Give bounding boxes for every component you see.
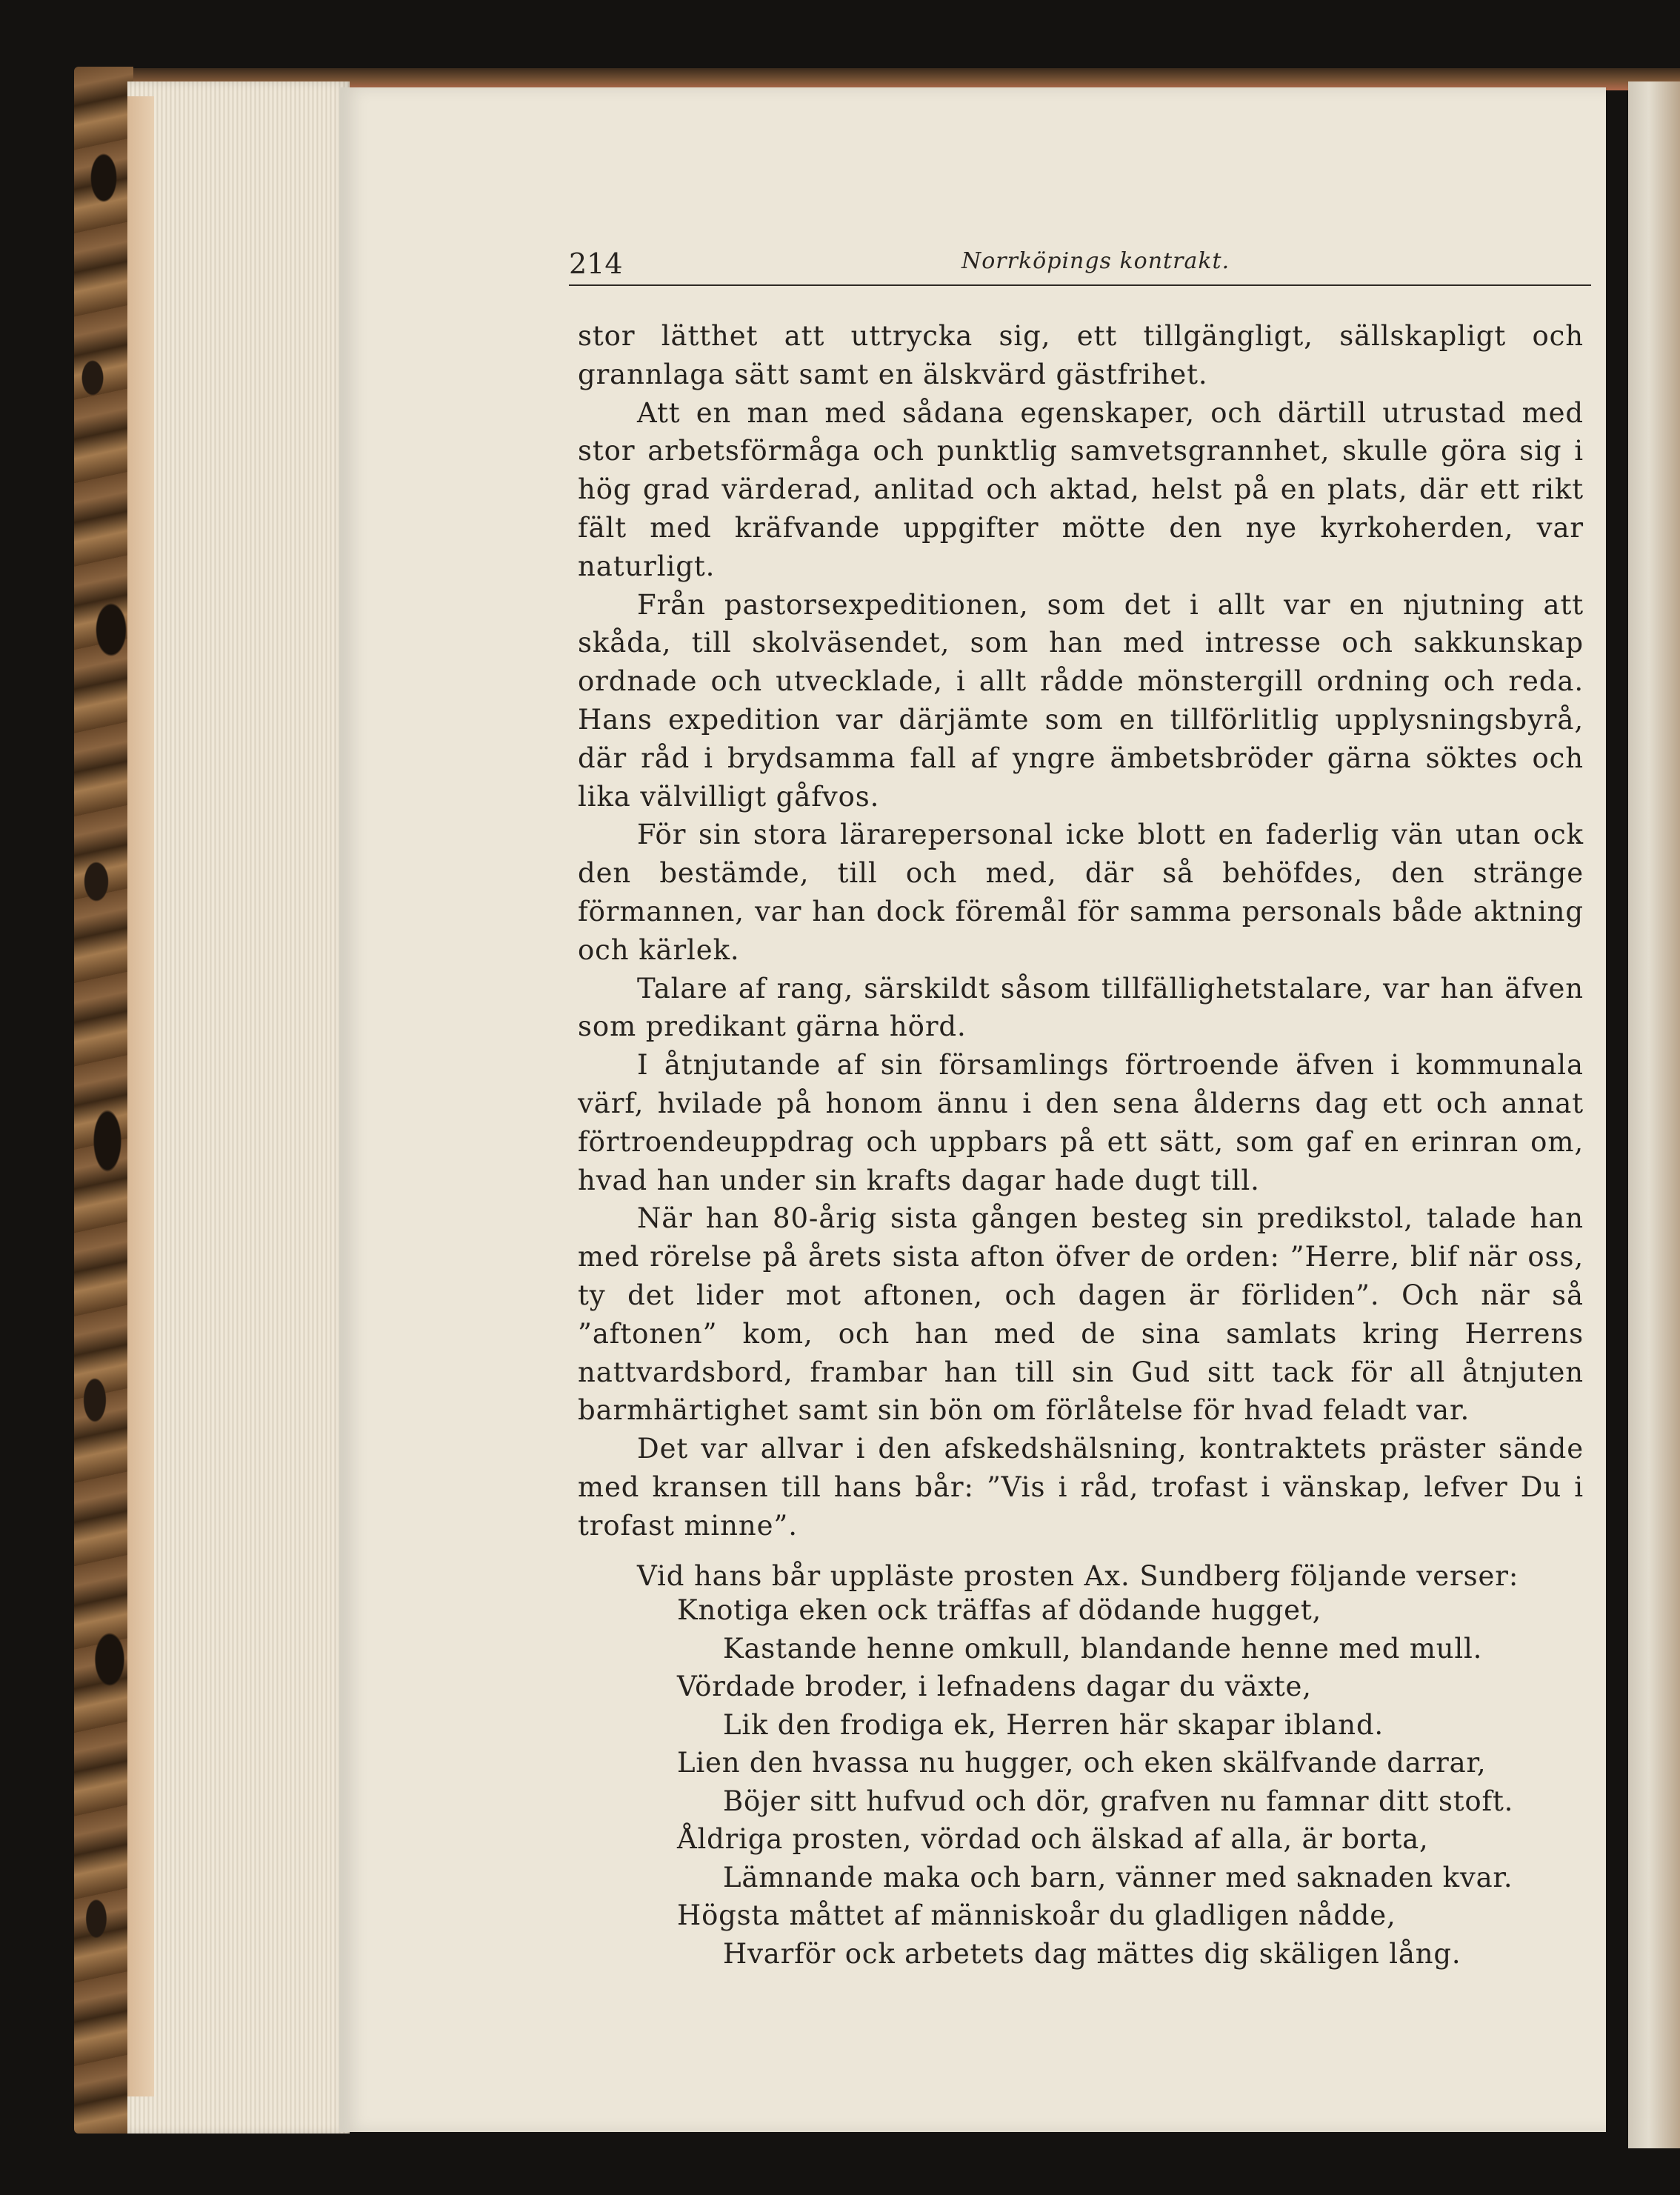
paragraph: För sin stora lärarepersonal icke blott en faderlig vän utan ock den bestämde, till och med, där så behöfdes, den stränge förmannen, var han dock föremål för samma personals både aktning och kärlek.: [578, 819, 1584, 966]
page-header: [569, 240, 1591, 286]
poem-line: Böjer sitt hufvud och dör, grafven nu famnar ditt stoft.: [723, 1785, 1514, 1817]
paragraph: I åtnjutande af sin församlings förtroende äfven i kommunala värf, hvilade på honom ännu i den sena ålderns dag ett och annat förtroendeuppdrag och uppbars på ett sätt, som gaf en erinran om, hvad han under sin krafts dagar hade dugt till.: [578, 1049, 1584, 1196]
poem-line: Vördade broder, i lefnadens dagar du växte,: [677, 1671, 1312, 1702]
page-stack-edges: [127, 81, 350, 2134]
paragraph: Att en man med sådana egenskaper, och därtill utrustad med stor arbetsförmåga och punktlig samvetsgrannhet, skulle göra sig i hög grad värderad, anlitad och aktad, helst på en plats, där ett rikt fält med kräfvande uppgifter mötte den nye kyrkoherden, var naturligt.: [578, 396, 1584, 582]
page-stack-tint: [127, 96, 154, 2096]
paragraph: Det var allvar i den afskedshälsning, kontraktets präster sände med kransen till hans bår: ”Vis i råd, trofast i vänskap, lefver Du i trofast minne”.: [578, 1433, 1584, 1542]
poem-line: Hvarför ock arbetets dag mättes dig skäligen lång.: [723, 1937, 1461, 1970]
poem-line: Lien den hvassa nu hugger, och eken skälfvande darrar,: [677, 1747, 1487, 1779]
paragraph: Från pastorsexpeditionen, som det i allt var en njutning att skåda, till skolväsendet, som han med intresse och sakkunskap ordnade och utvecklade, i allt rådde mönstergill ordning och reda. Hans expedition var därjämte som en tillförlitlig upplysningsbyrå, där råd i brydsamma fall af yngre ämbetsbröder gärna söktes och lika välvilligt gåfvos.: [578, 588, 1584, 813]
running-head: Norrköpings kontrakt.: [961, 248, 1230, 274]
poem-line: Lik den frodiga ek, Herren här skapar ibland.: [723, 1708, 1384, 1741]
verse-intro: Vid hans bår uppläste prosten Ax. Sundberg följande verser:: [637, 1559, 1519, 1592]
facing-page-edge: [1628, 81, 1680, 2148]
poem-line: Åldriga prosten, vördad och älskad af alla, är borta,: [677, 1823, 1429, 1855]
poem-line: Kastande henne omkull, blandande henne med mull.: [723, 1632, 1483, 1665]
poem: [677, 1591, 1588, 1973]
book-page: [339, 87, 1606, 2132]
poem-line: Knotiga eken ock träffas af dödande hugget,: [677, 1594, 1322, 1626]
page-number: 214: [569, 247, 623, 280]
paragraph: stor lätthet att uttrycka sig, ett tillgängligt, sällskapligt och grannlaga sätt samt en älskvärd gästfrihet.: [578, 320, 1584, 390]
poem-line: Lämnande maka och barn, vänner med saknaden kvar.: [723, 1861, 1513, 1893]
body-text: [578, 317, 1584, 1595]
poem-line: Högsta måttet af människoår du gladligen nådde,: [677, 1899, 1396, 1931]
paragraph: När han 80-årig sista gången besteg sin predikstol, talade han med rörelse på årets sista afton öfver de orden: ”Herre, blif när oss, ty det lider mot aftonen, och dagen är förliden”. Och när så ”aftonen” kom, och han med de sina samlats kring Herrens nattvardsbord, frambar han till sin Gud sitt tack för all åtnjuten barmhärtighet samt sin bön om förlåtelse för hvad feladt var.: [578, 1202, 1584, 1427]
paragraph: Talare af rang, särskildt såsom tillfällighetstalare, var han äfven som predikant gärna hörd.: [578, 972, 1584, 1043]
marbled-cover: [74, 67, 133, 2134]
